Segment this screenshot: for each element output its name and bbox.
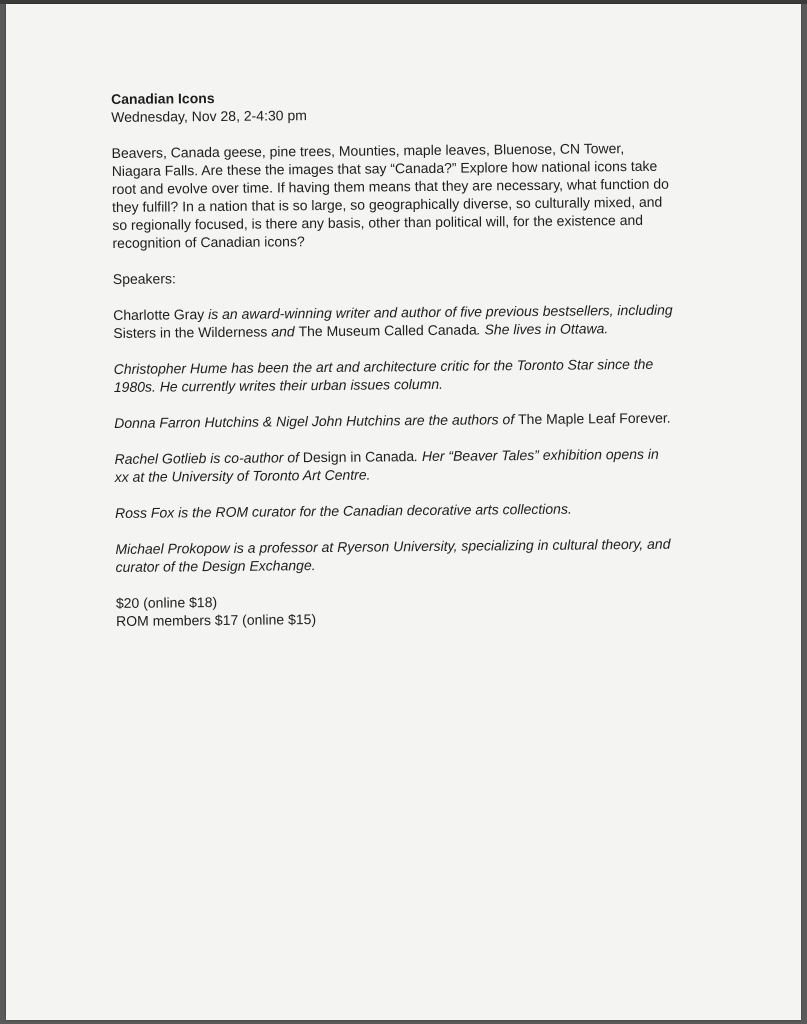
speaker-bio-christopher-hume: [114, 355, 674, 396]
bio-text: . Her “Beaver Tales” exhibition opens in xx at the University of Toronto Art Centre.: [114, 445, 659, 485]
book-title: The Maple Leaf Forever.: [517, 409, 671, 428]
event-description: Beavers, Canada geese, pine trees, Mounties, maple leaves, Bluenose, CN Tower, Niagara Falls. Are these the images that say “Canada?” Explore how national icons take root and evolve over time. If having them means that they are necessary, what function do they fulfill? In a nation that is so large, so geographically diverse, so culturally mixed, and so regionally focused, is there any basis, other than political will, for the existence and recognition of Canadian icons?: [111, 140, 669, 251]
speaker-bio-hutchins: [114, 409, 674, 432]
pricing: [116, 589, 676, 630]
document-body: [111, 85, 676, 630]
speaker-bio-ross-fox: [115, 499, 675, 522]
speaker-bio-charlotte-gray: [113, 301, 673, 342]
speaker-name: Charlotte Gray: [113, 306, 205, 323]
bio-text: Donna Farron Hutchins & Nigel John Hutchins are the authors of: [114, 411, 519, 431]
bio-text: is an award-winning writer and author of five previous bestsellers, including: [204, 301, 673, 323]
bio-text: Ross Fox is the ROM curator for the Canadian decorative arts collections.: [114, 500, 572, 521]
book-title: Design in Canada: [302, 448, 415, 466]
book-title: Sisters in the Wilderness: [113, 323, 268, 341]
speakers-heading: Speakers:: [112, 270, 176, 287]
bio-text: Michael Prokopow is a professor at Ryerson University, specializing in cultural theory, and curator of the Design Exchange.: [115, 535, 671, 575]
bio-text: Rachel Gotlieb is co-author of: [114, 449, 303, 467]
bio-text: . She lives in Ottawa.: [476, 320, 609, 338]
event-datetime: Wednesday, Nov 28, 2-4:30 pm: [111, 107, 307, 125]
price-members: ROM members $17 (online $15): [116, 611, 317, 629]
event-title: Canadian Icons: [111, 90, 215, 107]
bio-text: Christopher Hume has been the art and architecture critic for the Toronto Star since the 1980s. He currently writes their urban issues column.: [113, 355, 654, 395]
speaker-bio-michael-prokopow: [115, 535, 675, 576]
speaker-bio-rachel-gotlieb: [114, 445, 674, 486]
price-general: $20 (online $18): [115, 594, 218, 611]
bio-text: and: [267, 323, 299, 340]
book-title: The Museum Called Canada: [298, 321, 477, 340]
